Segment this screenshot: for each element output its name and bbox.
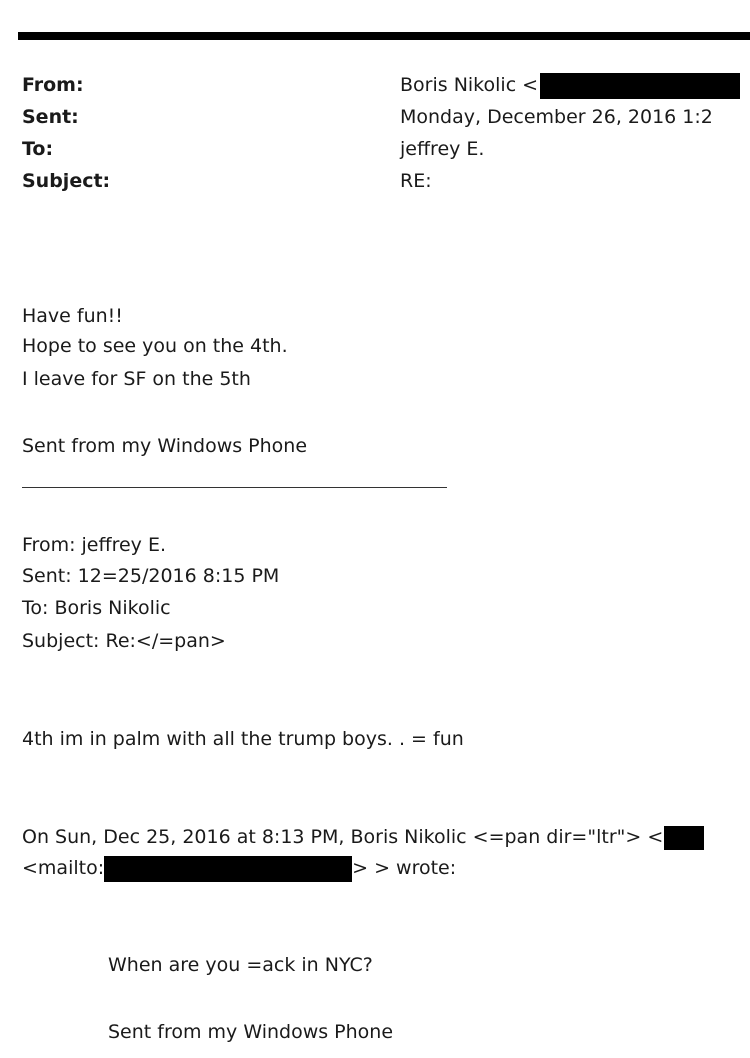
top-divider — [18, 32, 750, 40]
reply-signature: Sent from my Windows Phone — [22, 435, 308, 457]
attribution-mailto: <mailto: — [22, 857, 105, 879]
redaction-block — [104, 856, 352, 882]
redaction-block — [664, 826, 704, 850]
quoted-from: From: jeffrey E. — [22, 534, 166, 556]
quoted-subject: Subject: Re:</=pan> — [22, 630, 226, 652]
to-label: To: — [22, 138, 54, 160]
sent-value: Monday, December 26, 2016 1:2 — [400, 106, 713, 128]
inner-signature: Sent from my Windows Phone — [108, 1021, 394, 1043]
subject-label: Subject: — [22, 170, 111, 192]
reply-line-2: Hope to see you on the 4th. — [22, 335, 288, 357]
reply-line-1: Have fun!! — [22, 305, 123, 327]
attribution-wrote: > > wrote: — [352, 857, 457, 879]
from-label: From: — [22, 74, 84, 96]
quoted-message: 4th im in palm with all the trump boys. . = fun — [22, 728, 464, 750]
attribution-text: On Sun, Dec 25, 2016 at 8:13 PM, Boris Nikolic <=pan dir="ltr"> < — [22, 826, 664, 848]
from-value-row — [400, 69, 740, 101]
subject-value: RE: — [400, 170, 432, 192]
quoted-sent: Sent: 12=25/2016 8:15 PM — [22, 565, 280, 587]
quoted-to: To: Boris Nikolic — [22, 597, 171, 619]
sent-label: Sent: — [22, 106, 79, 128]
attribution-line-1 — [22, 822, 704, 852]
from-value: Boris Nikolic < — [400, 74, 539, 96]
inner-message: When are you =ack in NYC? — [108, 954, 373, 976]
to-value: jeffrey E. — [400, 138, 485, 160]
quote-separator — [22, 487, 447, 488]
attribution-line-2 — [22, 853, 456, 883]
redaction-block — [540, 73, 740, 99]
reply-line-3: I leave for SF on the 5th — [22, 368, 251, 390]
